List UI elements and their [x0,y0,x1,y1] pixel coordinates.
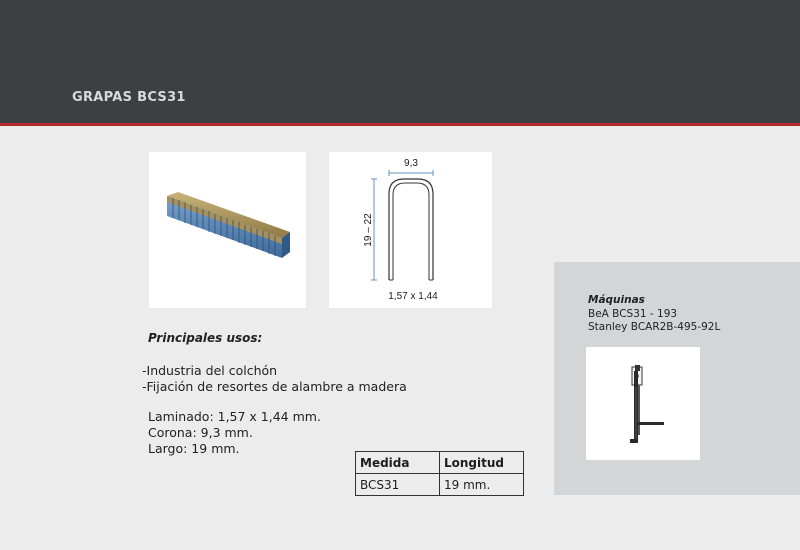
uses-list [142,363,407,395]
list-item: - Industria del colchón [142,363,407,379]
list-item: - Fijación de resortes de alambre a madera [142,379,407,395]
measure-table [355,451,524,496]
table-header-row [356,452,524,474]
page-title: GRAPAS BCS31 [72,90,186,105]
stapler-tool-image [586,347,700,460]
spec-largo: Largo: 19 mm. [148,441,240,456]
product-photo [149,152,306,308]
staple-strip-image [149,152,306,308]
wire-size-label: 1,57 x 1,44 [388,291,438,302]
uses-title: Principales usos: [148,331,263,345]
machine-photo [586,347,700,460]
specs-block [148,409,321,457]
column-header-medida: Medida [356,452,440,474]
spec-corona: Corona: 9,3 mm. [148,425,253,440]
column-header-longitud: Longitud [440,452,524,474]
staple-dimension-diagram [329,152,492,308]
machine-item: Stanley BCAR2B-495-92L [588,321,721,333]
table-row [356,474,524,496]
dimension-drawing [329,152,492,308]
machines-title: Máquinas [588,294,645,306]
machines-panel [554,262,800,495]
table-cell: 19 mm. [440,474,524,496]
page-header [0,0,800,126]
spec-laminado: Laminado: 1,57 x 1,44 mm. [148,409,321,424]
machine-item: BeA BCS31 - 193 [588,308,678,320]
table-cell: BCS31 [356,474,440,496]
crown-label: 9,3 [404,158,418,169]
height-label: 19 – 22 [363,213,374,247]
